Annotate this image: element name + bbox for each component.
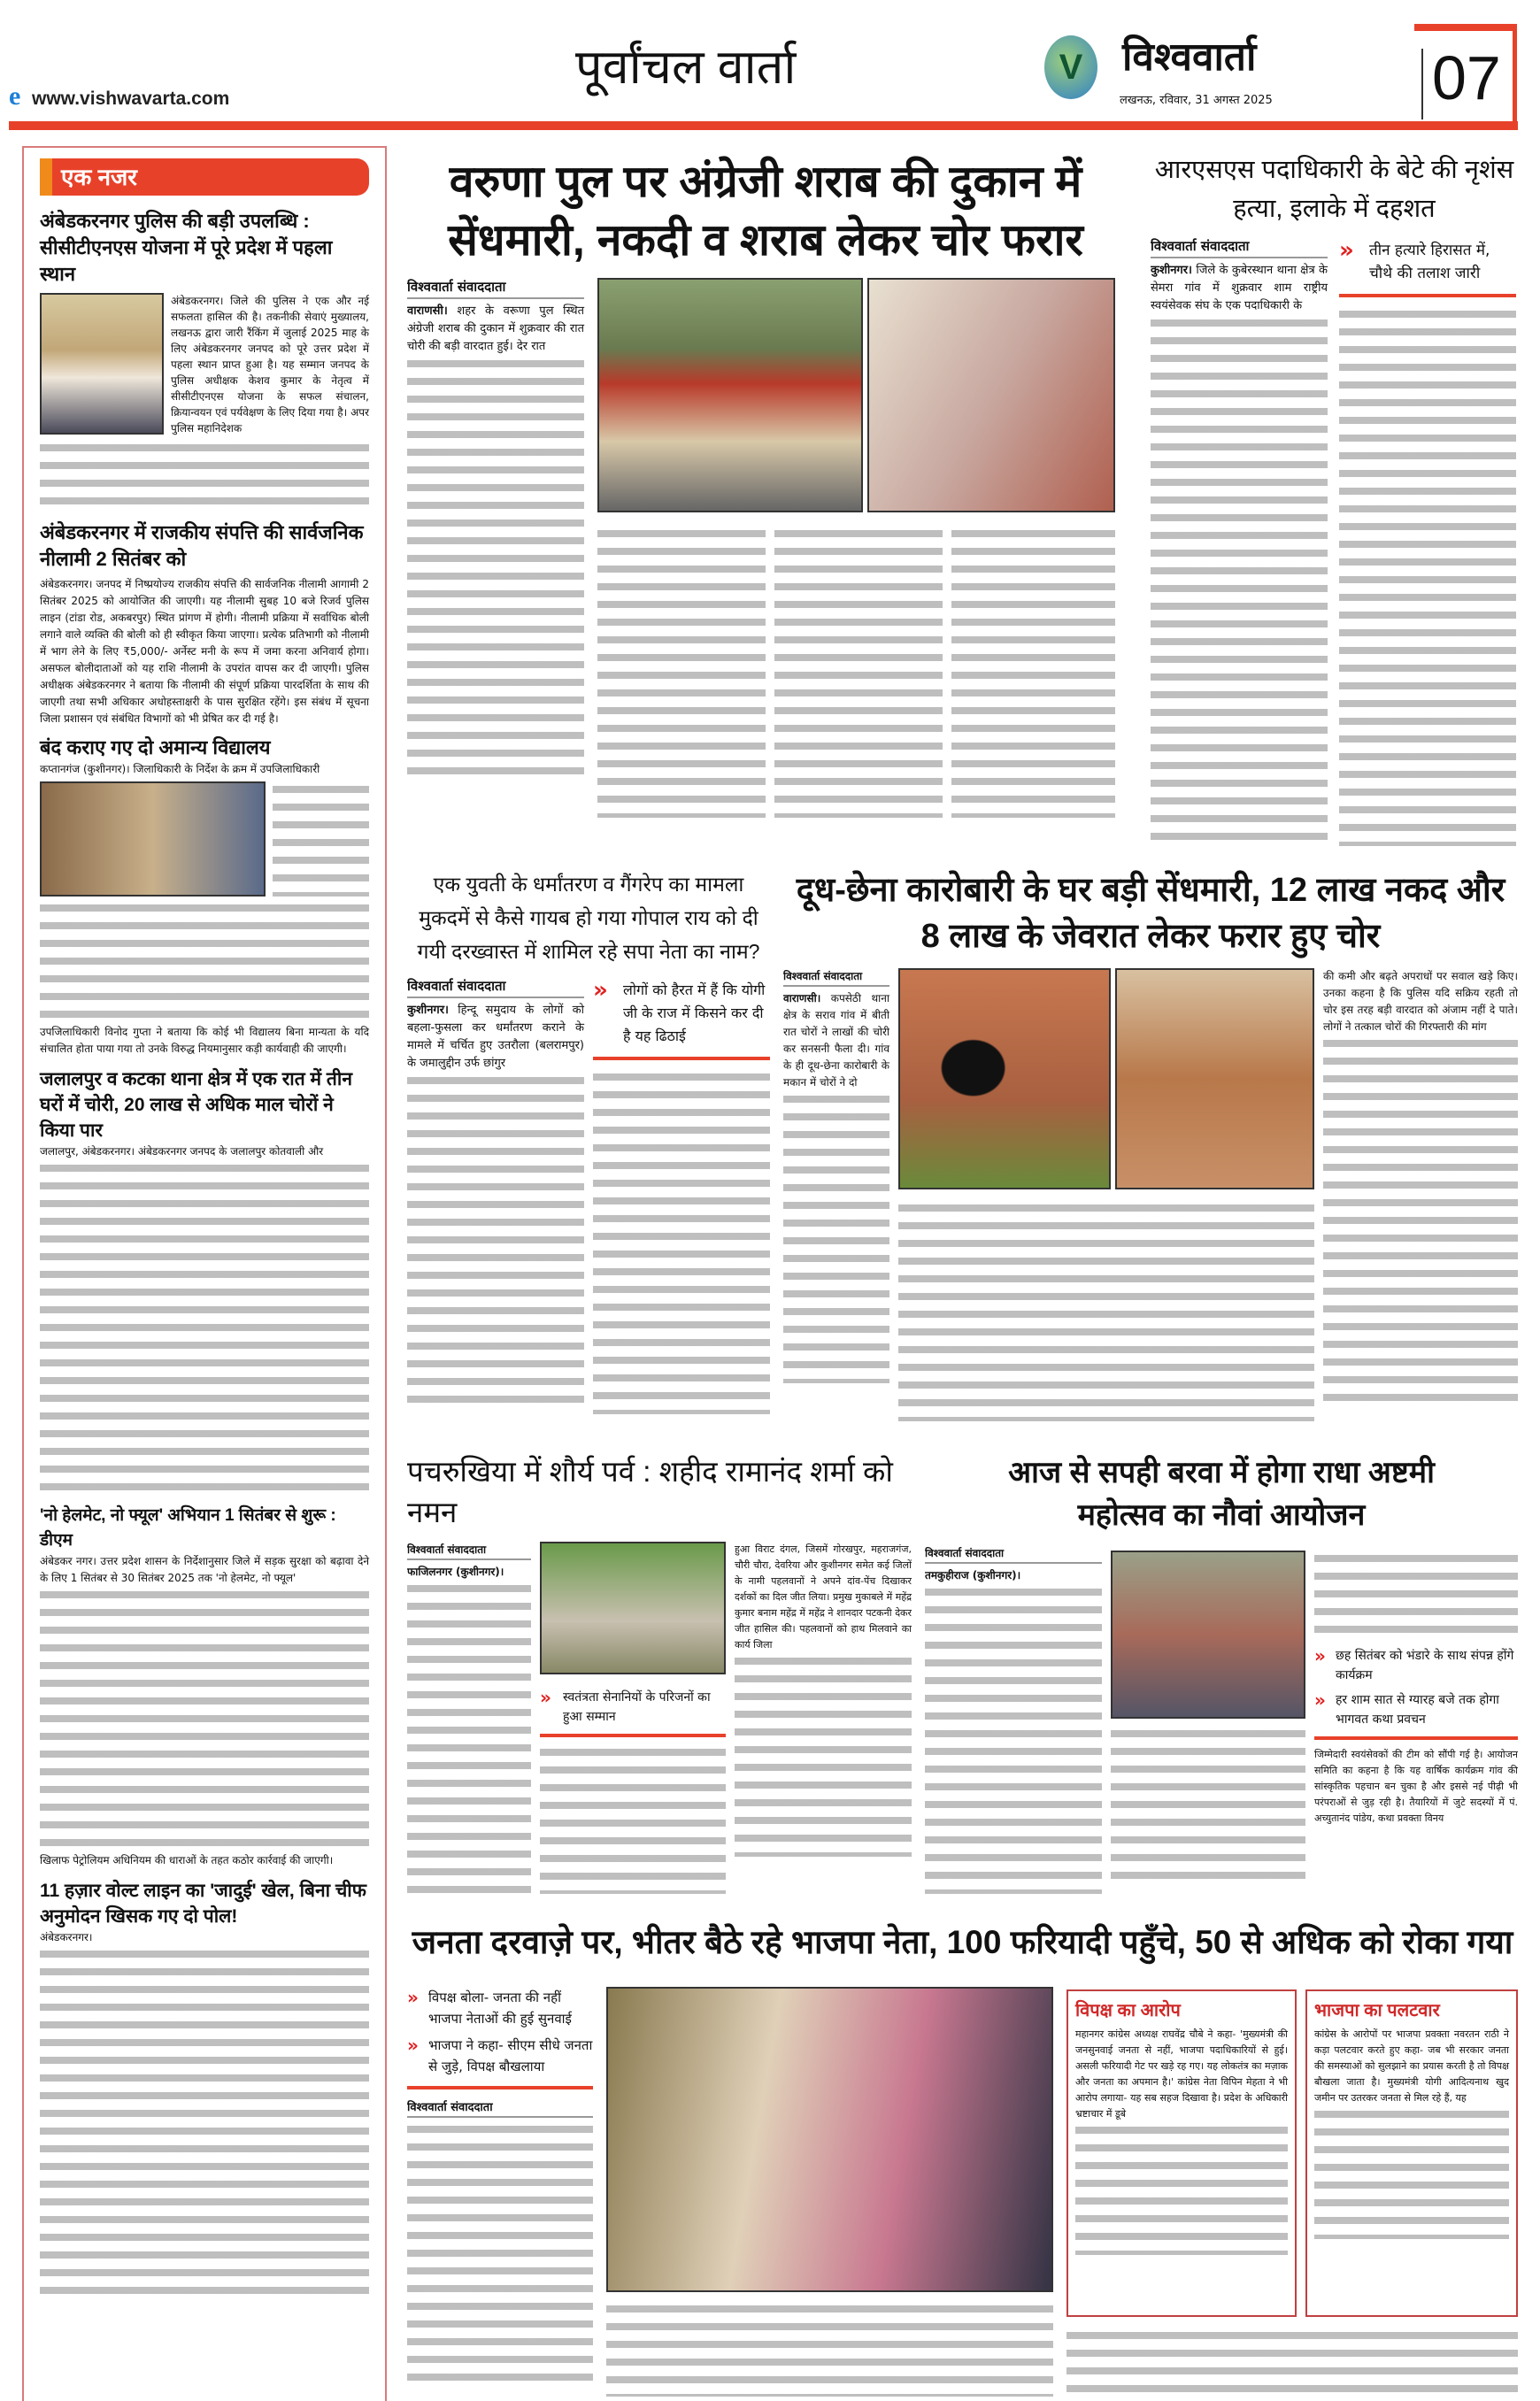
- story-body: की कमी और बढ़ते अपराधों पर सवाल खड़े किए। उनका कहना है कि पुलिस यदि सक्रिय रहती तो चोर इस तरह बड़ी वारदात को अंजाम नहीं दे पाते। लोगों ने तत्काल चोरों की गिरफ्तारी की मांग: [1323, 970, 1518, 1033]
- story-body: अंबेडकरनगर।: [40, 1931, 93, 1943]
- story-body: कप्तानगंज (कुशीनगर)। जिलाधिकारी के निर्देश के क्रम में उपजिलाधिकारी: [40, 763, 320, 775]
- box-body: कांग्रेस के आरोपों पर भाजपा प्रवक्ता नवरतन राठी ने कड़ा पलटवार करते हुए कहा- जब भी सरकार जनता की समस्याओं को सुलझाने का प्रयास करती है तो विपक्ष बौखला जाता है। मुख्यमंत्री योगी आदित्यनाथ खुद जमीन पर उतरकर जनता से मिल रहे हैं, यह: [1314, 2028, 1509, 2104]
- ek-nazar-column: [22, 146, 387, 2401]
- broken-wall-photo: [867, 278, 1115, 512]
- janta-darshan-photo: [606, 1987, 1053, 2292]
- story-headline: जलालपुर व कटका थाना क्षेत्र में एक रात में तीन घरों में चोरी, 20 लाख से अधिक माल चोरों ने किया पार: [40, 1069, 352, 1141]
- story-body: कुशीनगर। हिन्दू समुदाय के लोगों को बहला-फुसला कर धर्मांतरण कराने के मामले में चर्चित हुए उतरौला (बलरामपुर) के जमालुद्दीन उर्फ छांगुर: [407, 1004, 584, 1070]
- story-body: जिम्मेदारी स्वयंसेवकों की टीम को सौंपी गई है। आयोजन समिति का कहना है कि यह वार्षिक कार्यक्रम गांव की सांस्कृतिक पहचान बन चुका है और इससे नई पीढ़ी भी परंपराओं से जुड़ रही है। तैयारियों में जुटे सदस्यों में पं. अच्युतानंद पांडेय, कथा प्रवक्ता विनय: [1314, 1749, 1518, 1824]
- story-body-continued: [40, 1946, 369, 2300]
- chevron-icon: »: [407, 1987, 419, 2008]
- story-body: जलालपुर, अंबेडकरनगर। अंबेडकरनगर जनपद के जलालपुर कोतवाली और: [40, 1145, 324, 1158]
- story-body: उपजिलाधिकारी विनोद गुप्ता ने बताया कि कोई भी विद्यालय बिना मान्यता के यदि संचालित होता पाया गया तो उनके विरुद्ध नियमानुसार कड़ी कार्यवाही की जाएगी।: [40, 1026, 369, 1055]
- story-body: अंबेडकर नगर। उत्तर प्रदेश शासन के निर्देशानुसार जिले में सड़क सुरक्षा को बढ़ावा देने के लिए 1 सितंबर से 30 सितंबर 2025 तक 'नो हेलमेट, नो फ्यूल': [40, 1555, 369, 1584]
- story-headline: 'नो हेलमेट, नो फ्यूल' अभियान 1 सितंबर से शुरू : डीएम: [40, 1506, 336, 1550]
- story-body-continued: [407, 356, 584, 781]
- byline: विश्ववार्ता संवाददाता: [407, 1542, 531, 1560]
- highlight-bullet: » विपक्ष बोला- जनता की नहीं भाजपा नेताओं की हुई सुनवाई: [407, 1987, 572, 2027]
- school-closure-photo: [40, 781, 266, 897]
- rss-story: [1151, 150, 1518, 850]
- story-body-continued: [407, 2121, 593, 2387]
- radha-headline: आज से सपही बरवा में होगा राधा अष्टमी महोत्सव का नौवां आयोजन: [1008, 1456, 1435, 1532]
- page-number-box: [1414, 24, 1517, 130]
- box-body: महानगर कांग्रेस अध्यक्ष राघवेंद्र चौबे ने कहा- 'मुख्यमंत्री की जनसुनवाई जनता से नहीं, भाजपा पदाधिकारियों से हुई। असली फरियादी गेट पर खड़े रह गए। यह लोकतंत्र का मज़ाक और जनता का अपमान है।' कांग्रेस नेता विपिन मेहता ने भी आरोप लगाया- यह सब सहज दिखावा है। प्रदेश के अधिकारी भ्रष्टाचार में डूबे: [1075, 2028, 1288, 2120]
- story-body-continued: [597, 526, 1115, 818]
- story-body-continued: [273, 781, 369, 897]
- story-body: हुआ विराट दंगल, जिसमें गोरखपुर, महराजगंज, चौरी चौरा, देवरिया और कुशीनगर समेत कई जिलों के नामी पहलवानों ने अपने दांव-पेंच दिखाकर दर्शकों का दिल जीत लिया। प्रमुख मुकाबले में महेंद्र कुमार बनाम महेंद्र में महेंद्र ने शानदार पटकनी देकर जीत हासिल की। पहलवानों को हाथ मिलवाने का कार्य जिला: [735, 1543, 912, 1651]
- bjp-box: [1305, 1989, 1518, 2317]
- liquor-shop-photo: [597, 278, 863, 512]
- paper-logo-icon: V: [1044, 35, 1097, 99]
- story-body-continued: [593, 1069, 770, 1414]
- story-body-continued: [1314, 1551, 1518, 1639]
- bricks-debris-photo: [1115, 968, 1314, 1189]
- story-body-continued: [898, 1200, 1314, 1421]
- story-body-continued: [735, 1653, 912, 1857]
- browser-e-icon: e: [9, 81, 21, 111]
- story-body: वाराणसी। कपसेठी थाना क्षेत्र के सराव गांव में बीती रात चोरों ने लाखों की चोरी कर सनसनी फैला दी। गांव के ही दूध-छेना कारोबारी के मकान में चोरों ने दो: [783, 992, 889, 1089]
- story-body: तमकुहीराज (कुशीनगर)।: [925, 1569, 1021, 1581]
- byline: विश्ववार्ता संवाददाता: [407, 977, 584, 998]
- story-body: अंबेडकरनगर। जनपद में निष्प्रयोज्य राजकीय संपत्ति की सार्वजनिक नीलामी आगामी 2 सितंबर 2025 को आयोजित की जाएगी। यह नीलामी सुबह 10 बजे रिजर्व पुलिस लाइन (टांडा रोड, अकबरपुर) स्थित प्रांगण में होगी। नीलामी प्रक्रिया में सर्वाधिक बोली लगाने वाले व्यक्ति की बोली को ही स्वीकृत किया जाएगा। प्रत्येक प्रतिभागी को नीलामी में भाग लेने के लिए ₹5,000/- अर्नेस्ट मनी के रूप में जमा करना अनिवार्य होगा। असफल बोलीदाताओं को यह राशि नीलामी के उपरांत वापस कर दी जाएगी। पुलिस अधीक्षक अंबेडकरनगर ने बताया कि नीलामी की संपूर्ण प्रक्रिया पारदर्शिता के साथ की जाएगी तथा सभी अधिकार अधोहस्ताक्षरी के पास सुरक्षित रहेंगे। इस संबंध में सूचना जिला प्रशासन एवं संबंधित विभागों को भी प्रेषित कर दी गई है।: [40, 578, 369, 725]
- story-body: फाजिलनगर (कुशीनगर)।: [407, 1566, 504, 1578]
- byline: विश्ववार्ता संवाददाता: [1151, 237, 1328, 258]
- byline: विश्ववार्ता संवाददाता: [407, 2098, 593, 2118]
- chevron-icon: »: [593, 977, 608, 1004]
- broken-brick-wall-photo: [898, 968, 1111, 1189]
- story-body-continued: [40, 900, 369, 1024]
- story-headline: बंद कराए गए दो अमान्य विद्यालय: [40, 736, 271, 758]
- rss-headline: आरएसएस पदाधिकारी के बेटे की नृशंस हत्या, इलाके में दहशत: [1154, 156, 1514, 223]
- chevron-icon: »: [1314, 1689, 1326, 1711]
- police-officer-photo: [40, 293, 164, 435]
- shaurya-headline: पचरुखिया में शौर्य पर्व : शहीद रामानंद शर्मा को नमन: [407, 1455, 893, 1528]
- story-body-continued: [40, 1587, 369, 1852]
- story-body-continued: [407, 1073, 584, 1409]
- milk-headline: दूध-छेना कारोबारी के घर बड़ी सेंधमारी, 12 लाख नकद और 8 लाख के जेवरात लेकर फरार हुए चोर: [796, 872, 1505, 955]
- highlight-bullet: » छह सितंबर को भंडारे के साथ संपन्न होंगे कार्यक्रम: [1314, 1645, 1514, 1682]
- story-headline: अंबेडकरनगर में राजकीय संपत्ति की सार्वजनिक नीलामी 2 सितंबर को: [40, 521, 364, 570]
- box-body-continued: [1314, 2106, 1509, 2239]
- masthead: [0, 0, 1540, 133]
- main-headline: वरुणा पुल पर अंग्रेजी शराब की दुकान में सेंधमारी, नकदी व शराब लेकर चोर फरार: [448, 157, 1083, 265]
- story-body-continued: [1339, 306, 1516, 846]
- chevron-icon: »: [1339, 237, 1354, 264]
- dateline: लखनऊ, रविवार, 31 अगस्त 2025: [1120, 94, 1273, 107]
- byline: विश्ववार्ता संवाददाता: [783, 968, 889, 987]
- paper-name: विश्ववार्ता: [1122, 35, 1257, 79]
- janta-headline: जनता दरवाज़े पर, भीतर बैठे रहे भाजपा नेता, 100 फरियादी पहुँचे, 50 से अधिक को रोका गया: [412, 1924, 1513, 1960]
- box-body-continued: [1075, 2122, 1288, 2255]
- story-body-continued: [1151, 315, 1328, 846]
- byline: विश्ववार्ता संवाददाता: [925, 1545, 1102, 1564]
- story-headline: अंबेडकरनगर पुलिस की बड़ी उपलब्धि : सीसीटीएनएस योजना में पूरे प्रदेश में पहला स्थान: [40, 210, 333, 285]
- story-body-continued: [1323, 1035, 1518, 1407]
- header-rule: [9, 121, 1518, 130]
- section-title: पूर्वांचल वार्ता: [575, 41, 797, 94]
- story-body-continued: [606, 2301, 1053, 2397]
- story-body: खिलाफ पेट्रोलियम अधिनियम की धाराओं के तहत कठोर कार्रवाई की जाएगी।: [40, 1854, 334, 1866]
- milk-trader-story: [783, 867, 1518, 1434]
- highlight-bullet: » हर शाम सात से ग्यारह बजे तक होगा भागवत कथा प्रवचन: [1314, 1689, 1499, 1727]
- story-body: कुशीनगर। जिले के कुबेरस्थान थाना क्षेत्र के सेमरा गांव में शुक्रवार शाम राष्ट्रीय स्वयंसेवक संघ के एक पदाधिकारी के: [1151, 264, 1328, 312]
- chevron-icon: »: [1314, 1645, 1326, 1666]
- story-body-continued: [40, 440, 369, 511]
- story-body-continued: [40, 1160, 369, 1497]
- highlight-bullet: » तीन हत्यारे हिरासत में, चौथे की तलाश जारी: [1339, 237, 1490, 282]
- story-headline: 11 हज़ार वोल्ट लाइन का 'जादुई' खेल, बिना चीफ अनुमोदन खिसक गए दो पोल!: [40, 1881, 366, 1927]
- box-title: विपक्ष का आरोप: [1075, 2001, 1181, 2020]
- story-body-continued: [925, 1584, 1102, 1894]
- story-body-continued: [783, 1091, 889, 1383]
- story-body: अंबेडकरनगर। जिले की पुलिस ने एक और नई सफलता हासिल की है। तकनीकी सेवाएं मुख्यालय, लखनऊ द्वारा जारी रैंकिंग में जुलाई 2025 माह के लिए अंबेडकरनगर जनपद को पूरे उत्तर प्रदेश में पहला स्थान प्राप्त हुआ है। यह सम्मान जनपद के पुलिस अधीक्षक केशव कुमार के नेतृत्व में सीसीटीएनएस योजना के सफल संचालन, क्रियान्वयन एवं पर्यवेक्षण के लिए दिया गया है। अपर पुलिस महानिदेशक: [171, 295, 369, 435]
- felicitation-photo: [540, 1542, 726, 1674]
- story-body-continued: [1111, 1726, 1305, 1885]
- byline: विश्ववार्ता संवाददाता: [407, 278, 584, 299]
- website-url[interactable]: www.vishwavarta.com: [32, 88, 230, 109]
- opposition-box: [1066, 1989, 1297, 2317]
- conversion-story: [407, 867, 770, 1434]
- story-body: वाराणसी। शहर के वरूणा पुल स्थित अंग्रेजी शराब की दुकान में शुक्रवार की रात चोरी की बड़ी वारदात हुई। देर रात: [407, 304, 584, 353]
- conversion-headline: एक युवती के धर्मांतरण व गैंगरेप का मामला मुकदमें से कैसे गायब हो गया गोपाल राय को दी गयी दरख्वास्त में शामिल रहे सपा नेता का नाम?: [417, 873, 760, 963]
- page-number: 07: [1432, 43, 1501, 112]
- radha-ashtami-story: [925, 1451, 1518, 1894]
- story-body-continued: [1066, 2328, 1518, 2397]
- box-title: भाजपा का पलटवार: [1314, 2001, 1440, 2020]
- ek-nazar-tab: एक नजर: [40, 158, 369, 196]
- photo-caption: » स्वतंत्रता सेनानियों के परिजनों का हुआ सम्मान: [540, 1687, 711, 1724]
- highlight-bullet: » भाजपा ने कहा- सीएम सीधे जनता से जुड़े, विपक्ष बौखलाया: [407, 2035, 593, 2074]
- story-body-continued: [540, 1744, 726, 1894]
- main-story: [407, 152, 1124, 851]
- chevron-icon: »: [407, 2035, 419, 2056]
- chevron-icon: »: [540, 1687, 551, 1708]
- shaurya-story: [407, 1451, 916, 1894]
- janta-story: [407, 1916, 1518, 2401]
- story-body-continued: [407, 1581, 531, 1894]
- festival-photo: [1111, 1551, 1305, 1719]
- highlight-bullet: » लोगों को हैरत में हैं कि योगी जी के राज में किसने कर दी है यह ढिठाई: [593, 977, 766, 1044]
